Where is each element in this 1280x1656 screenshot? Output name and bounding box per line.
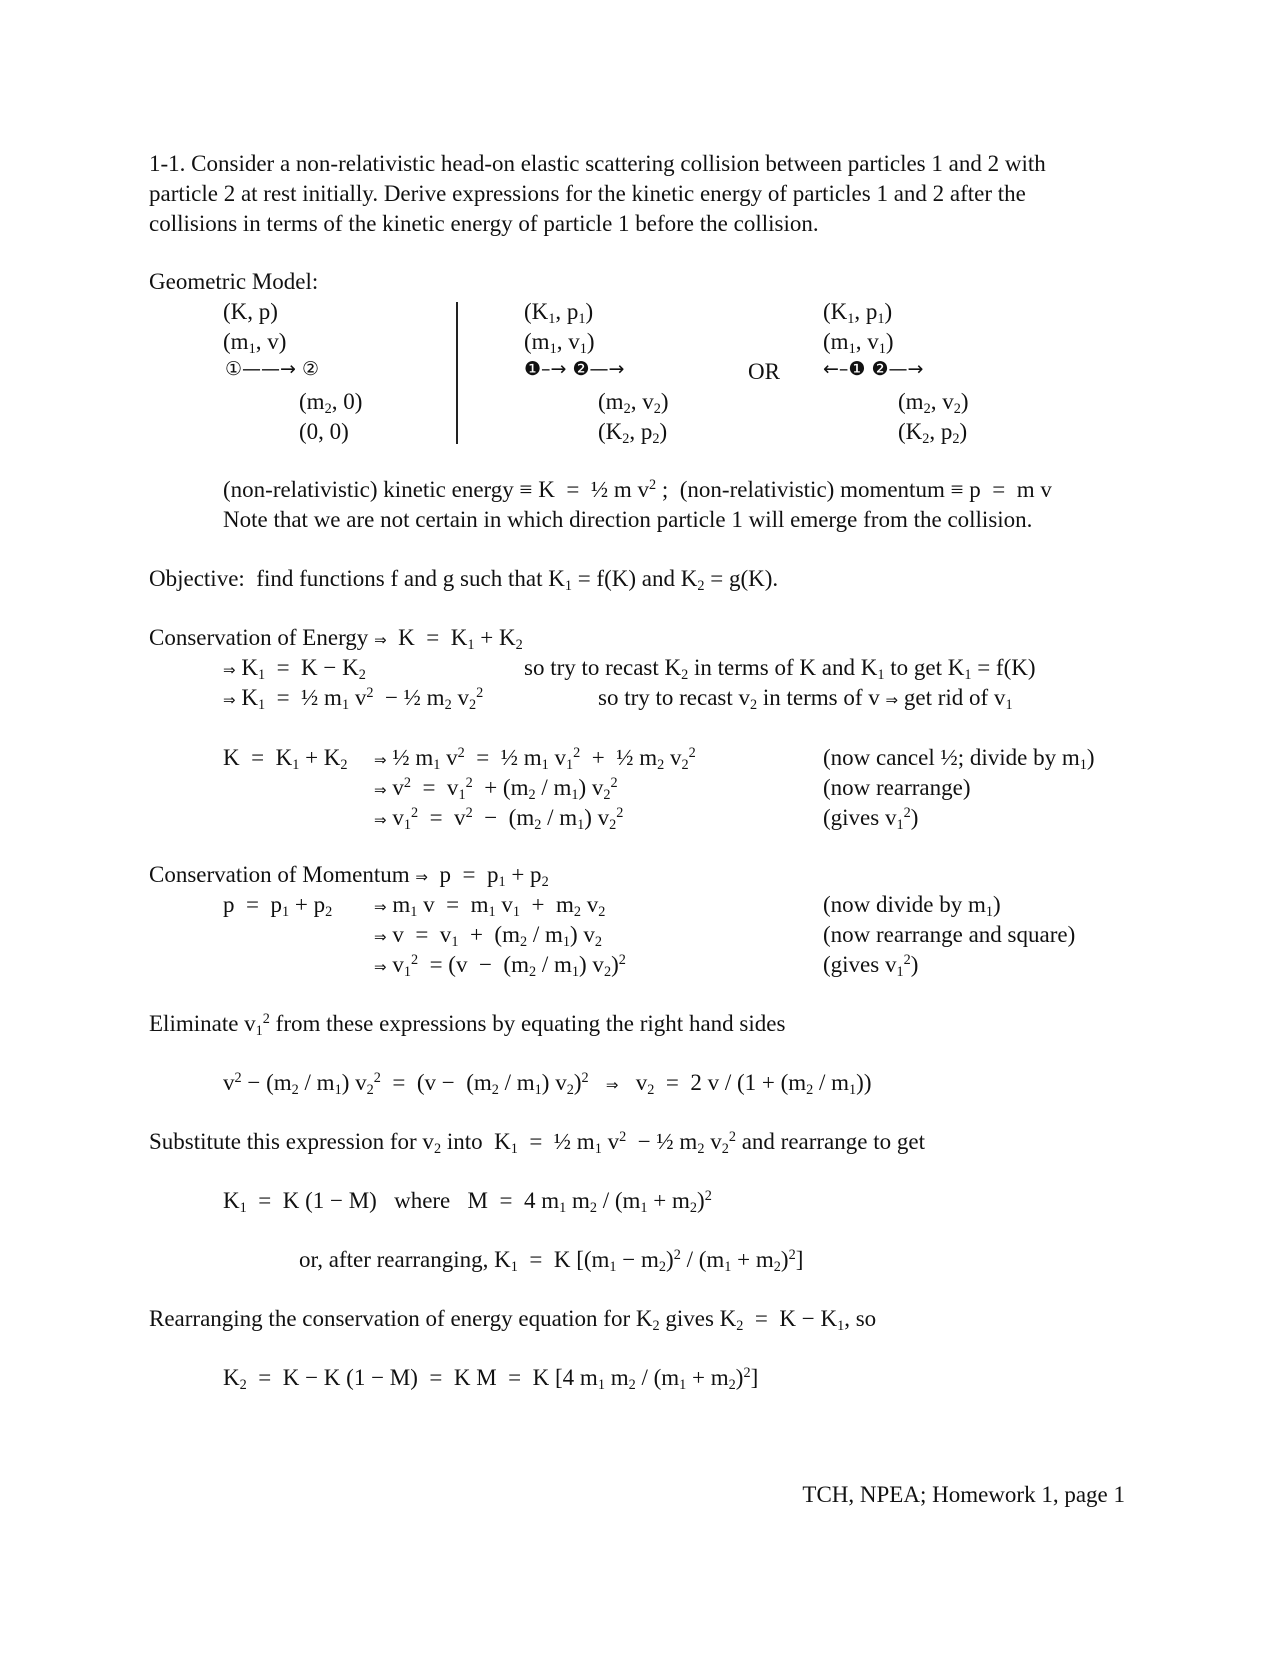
energy-step-1-note: so try to recast $K_2$ in terms of K and $K_1$ to get $K_1 = f(K)$ [524, 655, 1036, 683]
after-b-particles: ←–❶ ❷—→ [823, 358, 924, 380]
model-divider [456, 302, 458, 444]
note-gives-1-text: (gives v [823, 805, 897, 830]
energy-eq-1: ⇒ ½ $m_1$ $v^2$ = ½ $m_1$ $v_1^2$ + ½ $m_2$ $v_2^2$ [374, 745, 696, 773]
after-a-k2p2: ($K_2$, $p_2$) [598, 419, 668, 447]
k2-result: $K_2 = K - K$ (1 − M) = K M = K [4 $m_1$ $m_2 / (m_1 + m_2)^2$] [223, 1365, 759, 1393]
note-gives-1: (gives $v_1^2$) [823, 805, 919, 833]
eliminate-equation: $v^2 - (m_2 / m_1) v_2^2 = (v - (m_2 / m_1)$ $v_2)^2$ ⇒ $v_2 = 2$ $v / (1 + (m_2 / m_1))$ [223, 1070, 872, 1098]
before-kp: (K, p) [223, 299, 278, 324]
note-gives-2-text: (gives v [823, 952, 897, 977]
before-particles: ①——→ ② [225, 358, 320, 380]
rearranging-mid: gives K [665, 1306, 737, 1331]
note-gives-2: (gives $v_1^2$) [823, 952, 919, 980]
substitute-prefix: Substitute this expression for v [149, 1129, 434, 1154]
before-mv: ($m_1$, v) [223, 329, 287, 357]
model-heading: Geometric Model: [149, 269, 319, 294]
after-a-m1v1: ($m_1$, $v_1$) [524, 329, 595, 357]
momentum-eq-lhs: $p = p_1 + p_2$ [223, 892, 333, 920]
after-b-m2v2: ($m_2$, $v_2$) [898, 389, 969, 417]
energy-step-1: ⇒ $K_1 = K - K_2$ [223, 655, 366, 683]
energy-heading: Conservation of Energy ⇒ $K = K_1 + K_2$ [149, 625, 523, 653]
before-m2: ($m_2$, 0) [299, 389, 363, 417]
note-divide: (now divide by $m_1$) [823, 892, 1001, 920]
energy-heading-text: Conservation of Energy [149, 625, 369, 650]
energy-eq-lhs: $K = K_1 + K_2$ [223, 745, 348, 773]
rearranging-prefix: Rearranging the conservation of energy equation for K [149, 1306, 653, 1331]
energy-step-2-note: so try to recast $v_2$ in terms of v ⇒ get rid of $v_1$ [598, 685, 1013, 713]
k1-rearranged: or, after rearranging, $K_1 = K$ $[(m_1 - m_2)^2 / (m_1 + m_2)^2]$ [299, 1247, 804, 1275]
k1-result: $K_1 = K$ (1 − M) where M = 4 $m_1$ $m_2 / (m_1 + m_2)^2$ [223, 1188, 712, 1216]
note-cancel: (now cancel ½; divide by $m_1$) [823, 745, 1095, 773]
energy-eq-2: ⇒ $v^2 = v_1^2 + (m_2 / m_1)$ $v_2^2$ [374, 775, 618, 803]
after-a-k1p1: ($K_1$, $p_1$) [524, 299, 594, 327]
definitions-line-2: Note that we are not certain in which direction particle 1 will emerge from the collision. [223, 507, 1033, 532]
before-zero: (0, 0) [299, 419, 349, 444]
or-rearranging-text: or, after rearranging, [299, 1247, 489, 1272]
substitute-text: Substitute this expression for $v_2$ into $K_1$ = ½ $m_1$ $v^2$ − ½ $m_2$ $v_2^2$ and rearrange to get [149, 1129, 925, 1157]
energy-step-2: ⇒ $K_1$ = ½ $m_1$ $v^2$ − ½ $m_2$ $v_2^2$ [223, 685, 484, 713]
after-b-k1p1: ($K_1$, $p_1$) [823, 299, 893, 327]
page-footer: TCH, NPEA; Homework 1, page 1 [802, 1482, 1125, 1507]
energy-eq-3: ⇒ $v_1^2 = v^2 - (m_2 / m_1)$ $v_2^2$ [374, 805, 624, 833]
momentum-eq-3: ⇒ $v_1^2 = (v - (m_2 / m_1)$ $v_2)^2$ [374, 952, 626, 980]
note-cancel-text: (now cancel ½; divide by m [823, 745, 1080, 770]
eliminate-prefix: Eliminate v [149, 1011, 256, 1036]
momentum-eq-1: ⇒ $m_1$ $v = m_1$ $v_1 + m_2$ $v_2$ [374, 892, 606, 920]
after-a-m2v2: ($m_2$, $v_2$) [598, 389, 669, 417]
problem-line-1: 1-1. Consider a non-relativistic head-on elastic scattering collision between particles 1 and 2 with [149, 151, 1046, 176]
substitute-suffix: and rearrange to get [741, 1129, 925, 1154]
after-b-m1v1: ($m_1$, $v_1$) [823, 329, 894, 357]
after-a-particles: ❶–→ ❷—→ [524, 358, 625, 380]
objective: Objective: find functions f and g such that $K_1 = f(K)$ and $K_2 = g(K)$. [149, 566, 779, 594]
eliminate-suffix: from these expressions by equating the right hand sides [275, 1011, 786, 1036]
problem-line-2: particle 2 at rest initially. Derive expressions for the kinetic energy of particles 1 and 2 after the [149, 181, 1026, 206]
note-rearrange-square: (now rearrange and square) [823, 922, 1076, 947]
rearranging-text: Rearranging the conservation of energy equation for $K_2$ gives $K_2 = K - K_1$, so [149, 1306, 877, 1334]
momentum-heading-text: Conservation of Momentum [149, 862, 410, 887]
eliminate-text: Eliminate $v_1^2$ from these expressions by equating the right hand sides [149, 1011, 786, 1039]
note-divide-text: (now divide by m [823, 892, 986, 917]
problem-line-3: collisions in terms of the kinetic energy of particle 1 before the collision. [149, 211, 819, 236]
after-b-k2p2: ($K_2$, $p_2$) [898, 419, 968, 447]
note-rearrange: (now rearrange) [823, 775, 971, 800]
momentum-heading: Conservation of Momentum ⇒ $p = p_1 + p_2$ [149, 862, 549, 890]
momentum-eq-2: ⇒ $v = v_1 + (m_2 / m_1)$ $v_2$ [374, 922, 603, 950]
or-label: OR [748, 359, 780, 384]
where-text: where [394, 1188, 451, 1213]
definitions-line-1: (non-relativistic) kinetic energy ≡ K = ½ m $v^2$ ; (non-relativistic) momentum ≡ p = m v [223, 477, 1052, 502]
